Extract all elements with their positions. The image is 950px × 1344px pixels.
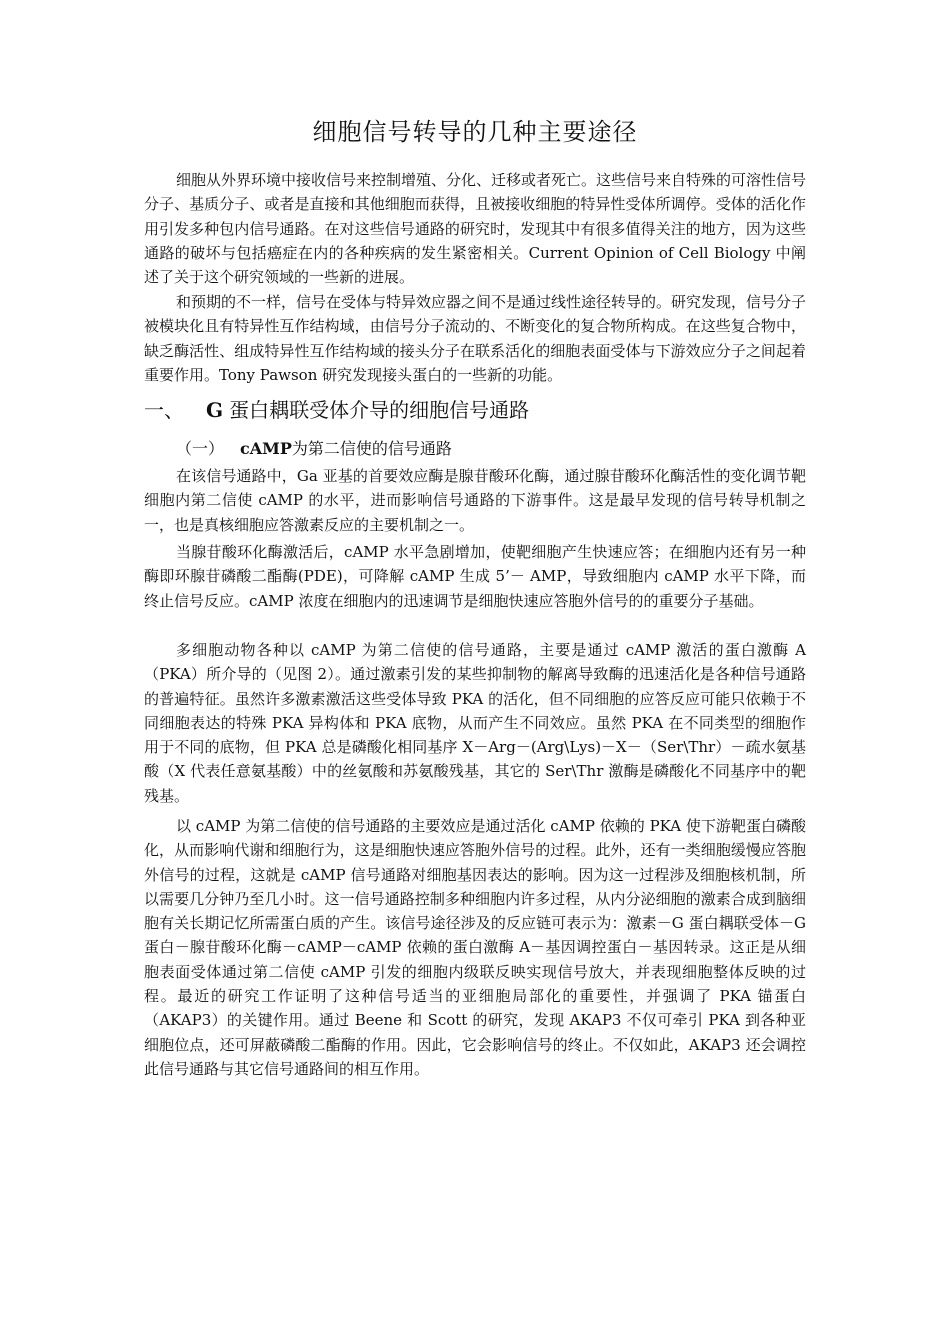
- body-paragraph-3: 多细胞动物各种以 cAMP 为第二信使的信号通路，主要是通过 cAMP 激活的蛋白激酶 A（PKA）所介导的（见图 2）。通过激素引发的某些抑制物的解离导致酶的迅速活化是各种信号通路的普遍特征。虽然许多激素激活这些受体导致 PKA 的活化，但不同细胞的应答反应可能只依赖于不同细胞表达的特殊 PKA 异构体和 PKA 底物，从而产生不同效应。虽然 PKA 在不同类型的细胞作用于不同的底物，但 PKA 总是磷酸化相同基序 X－Arg－(Arg\Lys)－X－（Ser\Thr）－疏水氨基酸（X 代表任意氨基酸）中的丝氨酸和苏氨酸残基，其它的 Ser\Thr 激酶是磷酸化不同基序中的靶残基。: [144, 641, 806, 805]
- subsection-heading-1: [176, 436, 806, 462]
- intro-paragraph-2: 和预期的不一样，信号在受体与特异效应器之间不是通过线性途径转导的。研究发现，信号分子被模块化且有特异性互作结构域，由信号分子流动的、不断变化的复合物所构成。在这些复合物中，缺乏酶活性、组成特异性互作结构域的接头分子在联系活化的细胞表面受体与下游效应分子之间起着重要作用。Tony Pawson 研究发现接头蛋白的一些新的功能。: [144, 293, 807, 384]
- body-paragraph-4: 以 cAMP 为第二信使的信号通路的主要效应是通过活化 cAMP 依赖的 PKA 使下游靶蛋白磷酸化，从而影响代谢和细胞行为，这是细胞快速应答胞外信号的过程。此外，还有一类细胞缓慢应答胞外信号的过程，这就是 cAMP 信号通路对细胞基因表达的影响。因为这一过程涉及细胞核机制，所以需要几分钟乃至几小时。这一信号通路控制多种细胞内许多过程，从内分泌细胞的激素合成到脑细胞有关长期记忆所需蛋白质的产生。该信号途径涉及的反应链可表示为：激素－G 蛋白耦联受体－G 蛋白－腺苷酸环化酶－cAMP－cAMP 依赖的蛋白激酶 A－基因调控蛋白－基因转录。这正是从细胞表面受体通过第二信使 cAMP 引发的细胞内级联反映实现信号放大，并表现细胞整体反映的过程。最近的研究工作证明了这种信号适当的亚细胞局部化的重要性，并强调了 PKA 锚蛋白（AKAP3）的关键作用。通过 Beene 和 Scott 的研究，发现 AKAP3 不仅可牵引 PKA 到各种亚细胞位点，还可屏蔽磷酸二酯酶的作用。因此，它会影响信号的终止。不仅如此，AKAP3 还会调控此信号通路与其它信号通路间的相互作用。: [144, 817, 806, 1078]
- intro-paragraph-1: 细胞从外界环境中接收信号来控制增殖、分化、迁移或者死亡。这些信号来自特殊的可溶性信号分子、基质分子、或者是直接和其他细胞而获得，且被接收细胞的特异性受体所调停。受体的活化作用引发多种包内信号通路。在对这些信号通路的研究时，发现其中有很多值得关注的地方，因为这些通路的破坏与包括癌症在内的各种疾病的发生紧密相关。Current Opinion of Cell Biology 中阐述了关于这个研究领域的一些新的进展。: [144, 171, 807, 287]
- subsection-title-bold: cAMP: [240, 439, 292, 458]
- section-number: 一、: [144, 398, 184, 422]
- section-title-text: 蛋白耦联受体介导的细胞信号通路: [229, 398, 530, 422]
- document-title: 细胞信号转导的几种主要途径: [312, 118, 638, 146]
- section-heading-1: [144, 394, 806, 426]
- subsection-number: （一）: [176, 439, 225, 458]
- body-paragraph-2: 当腺苷酸环化酶激活后，cAMP 水平急剧增加，使靶细胞产生快速应答；在细胞内还有另一种酶即环腺苷磷酸二酯酶(PDE)，可降解 cAMP 生成 5’－ AMP，导致细胞内 cAMP 水平下降，而终止信号反应。cAMP 浓度在细胞内的迅速调节是细胞快速应答胞外信号的的重要分子基础。: [144, 543, 806, 610]
- body-paragraph-1: 在该信号通路中，Ga 亚基的首要效应酶是腺苷酸环化酶，通过腺苷酸环化酶活性的变化调节靶细胞内第二信使 cAMP 的水平，进而影响信号通路的下游事件。这是最早发现的信号转导机制之一，也是真核细胞应答激素反应的主要机制之一。: [144, 467, 806, 534]
- subsection-title-text: 为第二信使的信号通路: [291, 439, 452, 458]
- section-title-bold: G: [206, 398, 224, 422]
